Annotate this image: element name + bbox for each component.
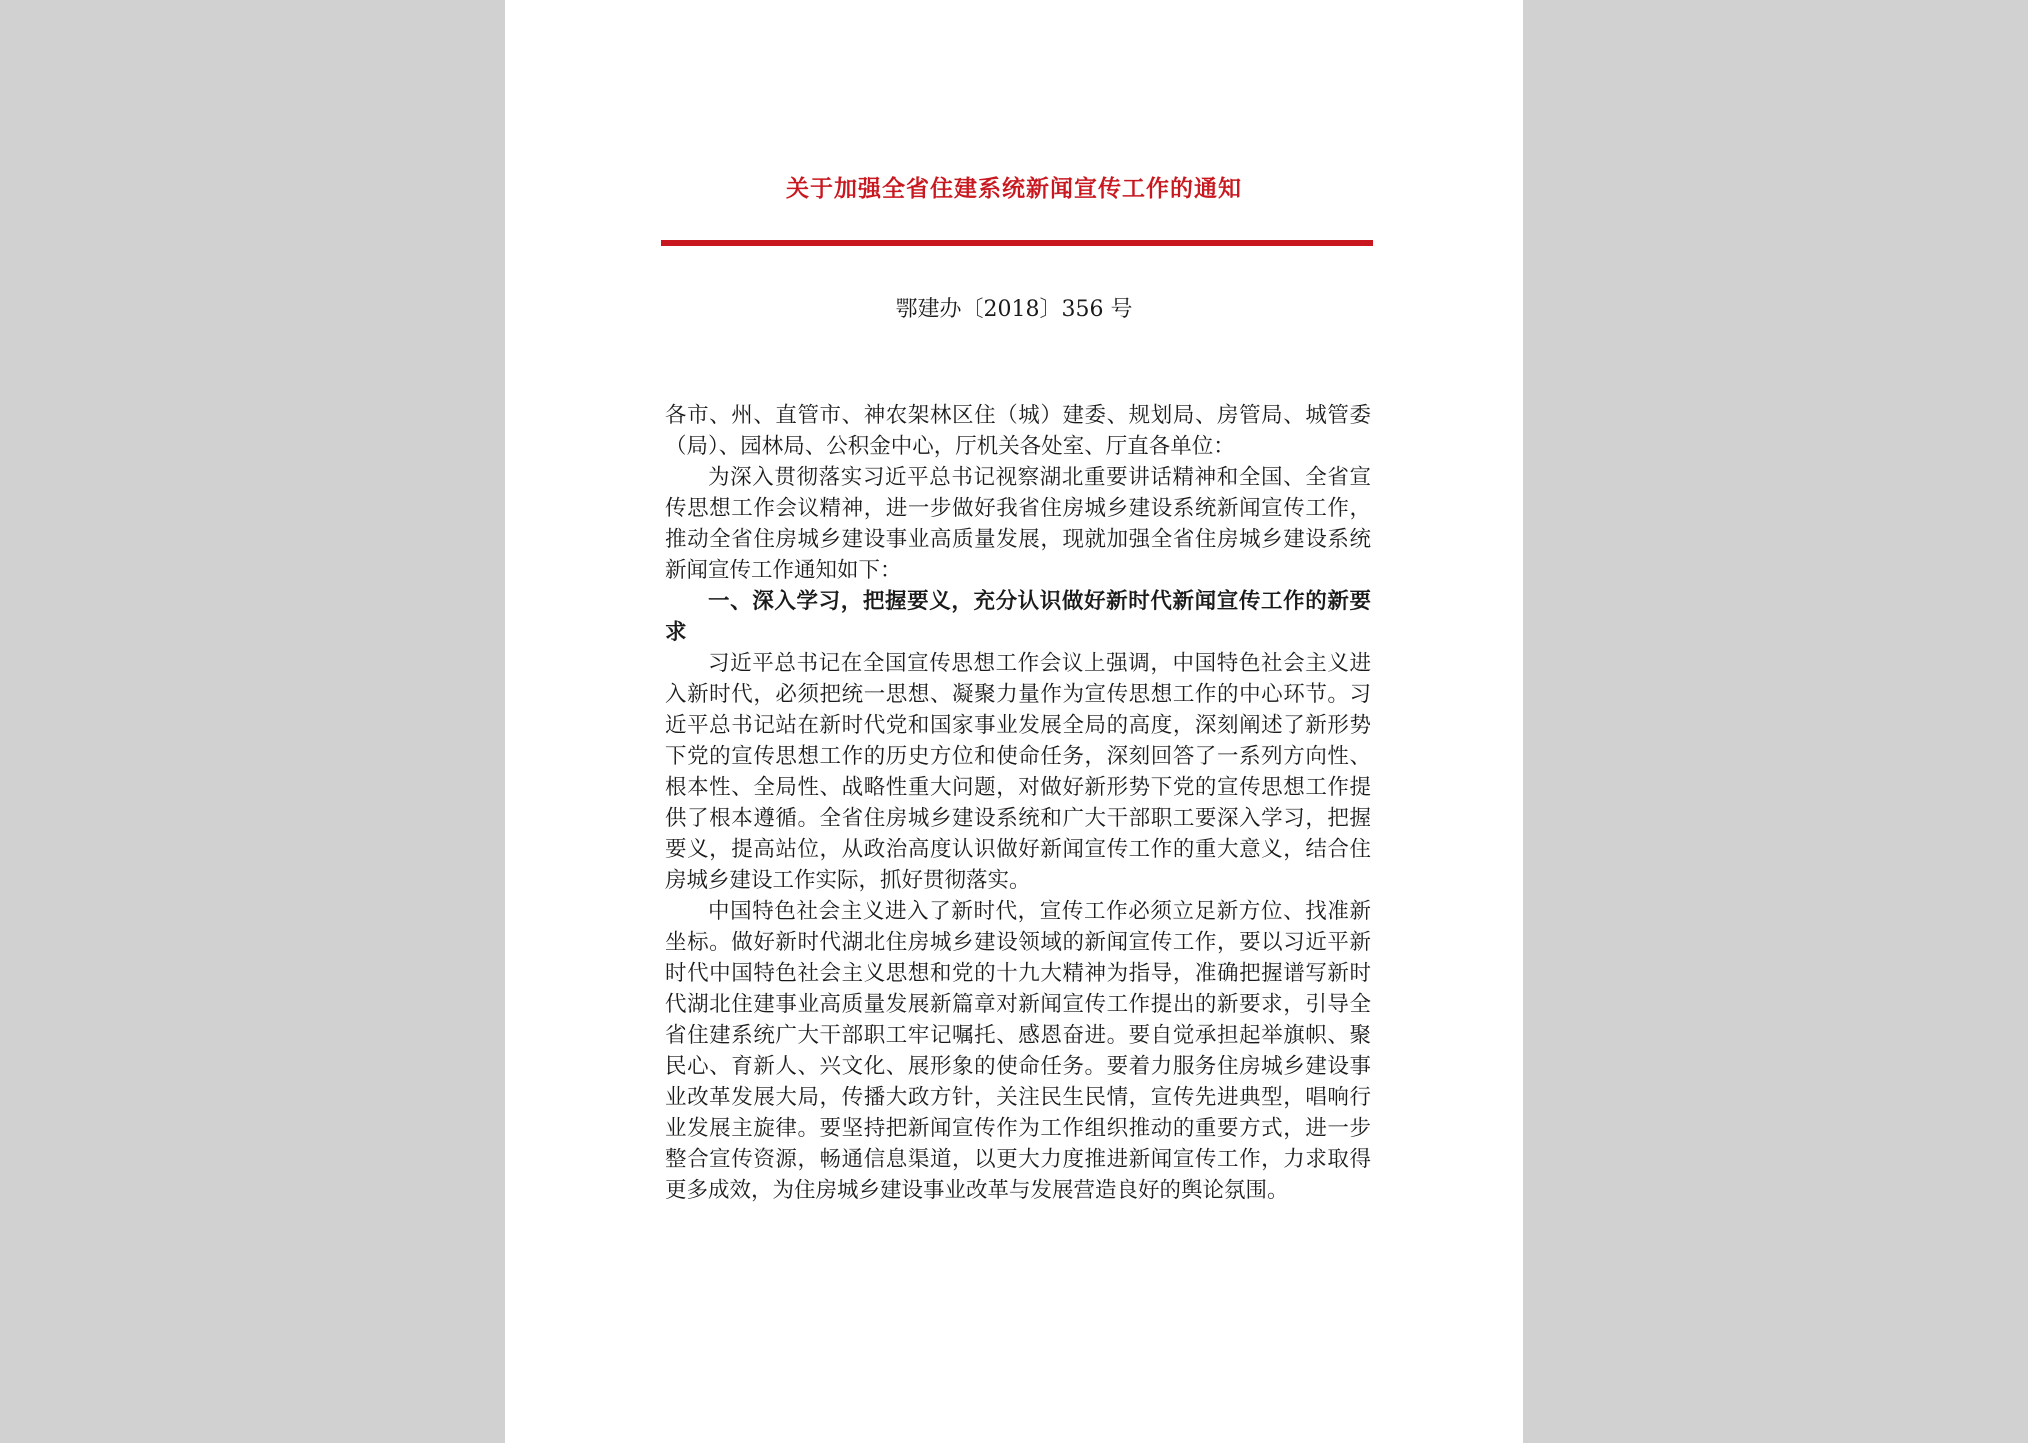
document-body (665, 400, 1371, 1206)
intro-paragraph: 为深入贯彻落实习近平总书记视察湖北重要讲话精神和全国、全省宣传思想工作会议精神，进一步做好我省住房城乡建设系统新闻宣传工作，推动全省住房城乡建设事业高质量发展，现就加强全省住房城乡建设系统新闻宣传工作通知如下： (665, 465, 1371, 583)
document-page (505, 0, 1523, 1443)
section-heading: 一、深入学习，把握要义，充分认识做好新时代新闻宣传工作的新要求 (665, 589, 1371, 645)
addressee-paragraph: 各市、州、直管市、神农架林区住（城）建委、规划局、房管局、城管委（局）、园林局、公积金中心，厅机关各处室、厅直各单位： (665, 403, 1371, 459)
red-header-rule (661, 240, 1373, 246)
document-title: 关于加强全省住建系统新闻宣传工作的通知 (786, 175, 1242, 202)
document-number: 鄂建办〔2018〕356 号 (895, 297, 1133, 322)
body-paragraph: 中国特色社会主义进入了新时代，宣传工作必须立足新方位、找准新坐标。做好新时代湖北住房城乡建设领域的新闻宣传工作，要以习近平新时代中国特色社会主义思想和党的十九大精神为指导，准确把握谱写新时代湖北住建事业高质量发展新篇章对新闻宣传工作提出的新要求，引导全省住建系统广大干部职工牢记嘱托、感恩奋进。要自觉承担起举旗帜、聚民心、育新人、兴文化、展形象的使命任务。要着力服务住房城乡建设事业改革发展大局，传播大政方针，关注民生民情，宣传先进典型，唱响行业发展主旋律。要坚持把新闻宣传作为工作组织推动的重要方式，进一步整合宣传资源，畅通信息渠道，以更大力度推进新闻宣传工作，力求取得更多成效，为住房城乡建设事业改革与发展营造良好的舆论氛围。 (665, 899, 1371, 1203)
body-paragraph: 习近平总书记在全国宣传思想工作会议上强调，中国特色社会主义进入新时代，必须把统一思想、凝聚力量作为宣传思想工作的中心环节。习近平总书记站在新时代党和国家事业发展全局的高度，深刻阐述了新形势下党的宣传思想工作的历史方位和使命任务，深刻回答了一系列方向性、根本性、全局性、战略性重大问题，对做好新形势下党的宣传思想工作提供了根本遵循。全省住房城乡建设系统和广大干部职工要深入学习，把握要义，提高站位，从政治高度认识做好新闻宣传工作的重大意义，结合住房城乡建设工作实际，抓好贯彻落实。 (665, 651, 1371, 893)
